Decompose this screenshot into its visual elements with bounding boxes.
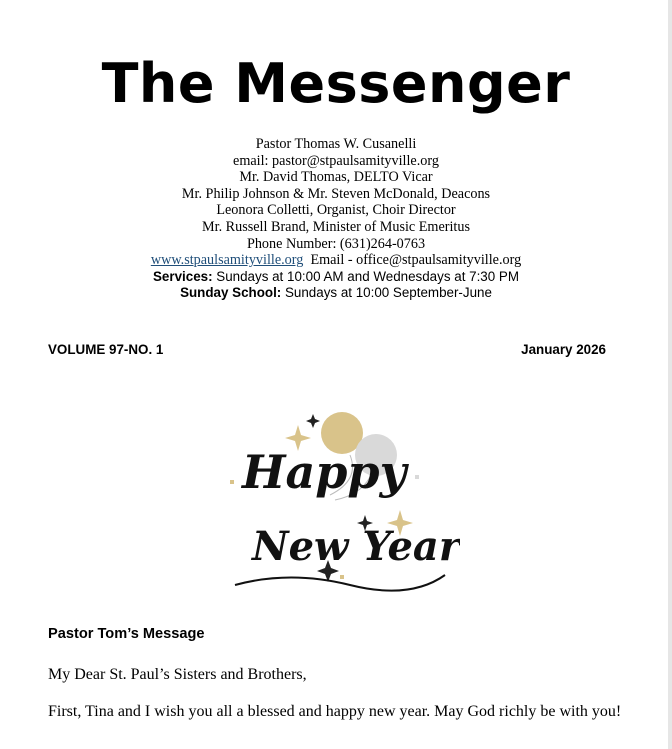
- message-paragraph: First, Tina and I wish you all a blessed and happy new year. May God richly be with you!: [48, 703, 622, 720]
- greeting-line-2: New Year: [252, 523, 460, 570]
- services-line: [0, 269, 672, 286]
- vicar-line: Mr. David Thomas, DELTO Vicar: [239, 169, 433, 186]
- confetti: [340, 575, 344, 579]
- section-heading: Pastor Tom’s Message: [48, 626, 205, 642]
- deacons-line: Mr. Philip Johnson & Mr. Steven McDonald, Deacons: [181, 185, 491, 202]
- salutation: My Dear St. Paul’s Sisters and Brothers,: [48, 666, 307, 683]
- sunday-school-text: Sundays at 10:00 September-June: [284, 285, 492, 301]
- issue-date: January 2026: [521, 342, 606, 357]
- greeting-line-1: Happy: [242, 445, 407, 499]
- web-email-line: [0, 252, 672, 269]
- confetti: [230, 480, 234, 484]
- website-link[interactable]: www.stpaulsamityville.org: [150, 252, 304, 269]
- minister-line: Mr. Russell Brand, Minister of Music Emeritus: [202, 218, 470, 235]
- confetti: [415, 475, 419, 479]
- sunday-school-line: [0, 285, 672, 302]
- organist-line: Leonora Colletti, Organist, Choir Director: [216, 202, 456, 219]
- happy-new-year-graphic: [210, 400, 460, 600]
- phone-line: Phone Number: (631)264-0763: [246, 235, 426, 252]
- sparkle-icon: [306, 414, 320, 428]
- office-email: Email - office@stpaulsamityville.org: [310, 252, 522, 269]
- contact-block: [0, 136, 672, 302]
- volume-row: [48, 342, 606, 357]
- sunday-school-label: Sunday School:: [180, 285, 282, 301]
- services-text: Sundays at 10:00 AM and Wednesdays at 7:30 PM: [216, 268, 520, 284]
- pastor-line: Pastor Thomas W. Cusanelli: [255, 136, 417, 152]
- volume-number: VOLUME 97-NO. 1: [48, 342, 164, 357]
- services-label: Services:: [152, 268, 213, 284]
- newsletter-title: The Messenger: [101, 52, 571, 115]
- pastor-email-line: email: pastor@stpaulsamityville.org: [233, 152, 439, 169]
